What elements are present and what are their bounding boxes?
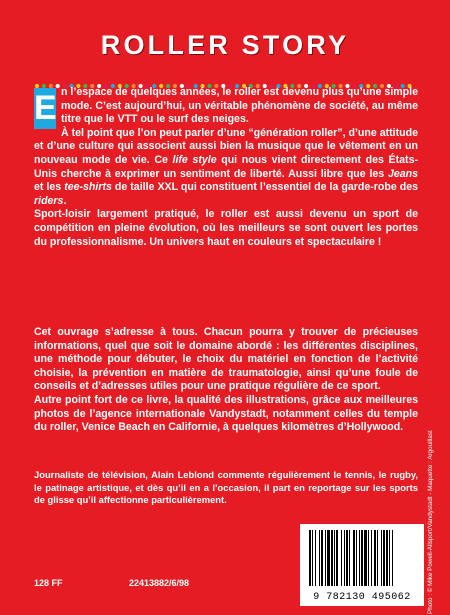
catalog-code: 22413882/6/98 bbox=[129, 578, 190, 588]
barcode-bar bbox=[389, 530, 390, 586]
emphasis-text: life style bbox=[172, 153, 217, 166]
barcode-number: 9 782130 495062 bbox=[313, 592, 411, 603]
photo-credits: Photo : © Mike Powell-Allsport/Vandystadt - Maquette : Argouillast bbox=[427, 430, 434, 614]
emphasis-text: Jeans bbox=[387, 167, 418, 180]
price-label: 128 FF bbox=[34, 578, 63, 588]
barcode-bar bbox=[309, 530, 311, 586]
barcode-bar bbox=[325, 530, 326, 586]
barcode-bar bbox=[392, 530, 393, 586]
barcode-bar bbox=[371, 530, 372, 586]
intro-section bbox=[34, 86, 418, 249]
barcode-bar bbox=[341, 530, 342, 586]
barcode-bar bbox=[359, 530, 360, 586]
barcode-bar bbox=[364, 530, 367, 586]
description-paragraph-2: Autre point fort de ce livre, la qualité des illustrations, grâce aux meilleures photos de l’agence internationale Vandystadt, notamment celles du temple du roller, Venice Beach en Californie, à quelques kilomètres d’Hollywood. bbox=[34, 393, 418, 434]
barcode-bar bbox=[315, 530, 316, 586]
barcode bbox=[300, 524, 424, 606]
barcode-bar bbox=[344, 530, 345, 586]
barcode-bar bbox=[321, 530, 323, 586]
barcode-bar bbox=[327, 530, 330, 586]
barcode-bar bbox=[377, 530, 378, 586]
author-bio: Journaliste de télévision, Alain Leblond commente régulièrement le tennis, le rugby, le patinage artistique, et dès qu’il en a l’occasion, il part en reportage sur les sports de glisse qu’il affectionne particulièrement. bbox=[34, 469, 418, 506]
description-paragraph-1: Cet ouvrage s’adresse à tous. Chacun pourra y trouver de précieuses informations, quel que soit le domaine abordé : les différentes disciplines, une méthode pour débuter, le choix du matériel en fonction de l’activité choisie, la prévention en matière de traumatologie, ainsi qu’une foule de conseils et d’adresses utiles pour une pratique régulière de ce sport. bbox=[34, 326, 418, 393]
barcode-bar bbox=[334, 530, 335, 586]
barcode-bar bbox=[368, 530, 369, 586]
book-description-section bbox=[34, 326, 418, 435]
intro-paragraph-1: n l’espace de quelques années, le roller est devenu plus qu’une simple mode. C’est aujourd’hui, un véritable phénomène de société, au même titre que le VTT ou le surf des neiges. bbox=[61, 86, 418, 126]
barcode-bar bbox=[356, 530, 357, 586]
author-section bbox=[34, 469, 418, 507]
intro-paragraph-3: Sport-loisir largement pratiqué, le roller est aussi devenu un sport de compétition en pleine évolution, où les meilleurs se sont ouvert les portes du professionnalisme. Un univers haut en couleurs et spectaculaire ! bbox=[34, 208, 418, 248]
emphasis-text: tee-shirts bbox=[64, 181, 112, 194]
intro-paragraph-2: À tel point que l’on peut parler d’une “génération roller”, d’une attitude et d’une culture qui associent aussi bien la musique que le vêtement en un nouveau mode de vie. Ce life style qui nous vient directement des États-Unis cherche à exprimer un sentiment de liberté. Aussi libre que les Jeans et les tee-shirts de taille XXL qui constituent l’essentiel de la garde-robe des riders. bbox=[34, 126, 418, 207]
barcode-bar bbox=[312, 530, 313, 586]
barcode-bar bbox=[346, 530, 348, 586]
barcode-bars bbox=[307, 530, 417, 588]
emphasis-text: riders bbox=[34, 194, 64, 207]
barcode-bar bbox=[353, 530, 355, 586]
barcode-bar bbox=[331, 530, 333, 586]
barcode-bar bbox=[361, 530, 363, 586]
barcode-bar bbox=[336, 530, 338, 586]
book-title: ROLLER STORY bbox=[100, 30, 350, 60]
barcode-bar bbox=[383, 530, 385, 586]
barcode-bar bbox=[349, 530, 350, 586]
barcode-bar bbox=[381, 530, 382, 586]
barcode-bar bbox=[374, 530, 376, 586]
barcode-bar bbox=[319, 530, 320, 586]
drop-cap: E bbox=[34, 89, 57, 127]
barcode-bar bbox=[386, 530, 388, 586]
